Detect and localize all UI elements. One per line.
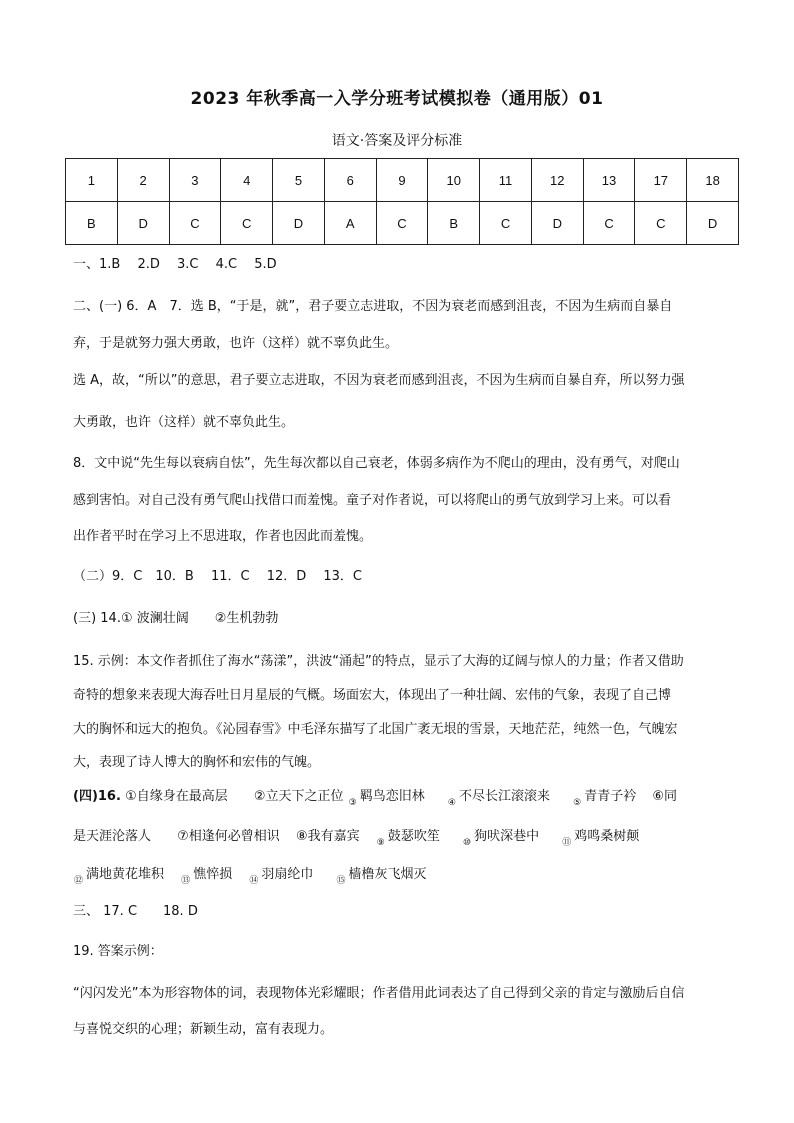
body-text-line: 奇特的想象来表现大海吞吐日月星辰的气概。场面宏大，体现出了一种壮阔、宏伟的气象，表现了自己博 <box>73 688 672 703</box>
poem-line: 樯橹灰飞烟灭 <box>348 867 427 882</box>
answer-table <box>65 158 739 245</box>
question-number: 6 <box>324 159 376 202</box>
question-number: 12 <box>531 159 583 202</box>
poem-line: 鼓瑟吹笙 <box>387 829 440 844</box>
body-text-line: 感到害怕。对自己没有勇气爬山找借口而羞愧。童子对作者说，可以将爬山的勇气放到学习上来。可以看 <box>73 493 672 508</box>
page-subtitle: 语文·答案及评分标准 <box>331 133 463 149</box>
answer-cell: C <box>376 202 428 245</box>
question-number: 5 <box>273 159 325 202</box>
q19-heading: 19. 答案示例： <box>73 944 163 959</box>
question-number: 4 <box>221 159 273 202</box>
body-text-line: 与喜悦交织的心理；新颖生动，富有表现力。 <box>73 1022 334 1037</box>
body-text-line: 选 A，故，“所以”的意思，君子要立志进取，不因为衰老而感到沮丧，不因为生病而自暴自弃，所以努力强 <box>73 373 685 388</box>
poem-line: 鸡鸣桑树颠 <box>574 829 640 844</box>
answer-cell: C <box>635 202 687 245</box>
answer-cell: C <box>480 202 532 245</box>
poem-number: ⑫ <box>74 876 84 886</box>
section-one-answers: 一、1.B 2.D 3.C 4.C 5.D <box>73 257 277 272</box>
poem-number: ⑬ <box>181 876 191 886</box>
question-number: 17 <box>635 159 687 202</box>
poem-line: 羁鸟恋旧林 <box>359 789 425 804</box>
poem-number: ⑭ <box>249 876 259 886</box>
answer-cell: C <box>221 202 273 245</box>
poem-line: 狗吠深巷中 <box>474 829 540 844</box>
body-text-line: 出作者平时在学习上不思进取，作者也因此而羞愧。 <box>73 529 373 544</box>
poem-line: ②立天下之正位 <box>253 789 344 804</box>
q16-line-1 <box>73 788 677 807</box>
question-number: 2 <box>117 159 169 202</box>
question-number: 3 <box>169 159 221 202</box>
poem-number: ④ <box>447 798 456 808</box>
poem-number: ⑪ <box>562 838 572 848</box>
body-text-line: 大的胸怀和远大的抱负。《沁园春雪》中毛泽东描写了北国广袤无垠的雪景，天地茫茫，纯然一色，气魄宏 <box>73 722 678 737</box>
q15-answer: 15. 示例：本文作者抓住了海水“荡漾”，洪波“涌起”的特点，显示了大海的辽阔与惊人的力量；作者又借助 <box>73 654 684 669</box>
question-number: 18 <box>687 159 739 202</box>
poem-number: ⑮ <box>336 876 346 886</box>
answer-cell: D <box>273 202 325 245</box>
answer-cell: B <box>66 202 118 245</box>
answer-cell: B <box>428 202 480 245</box>
poem-line: ⑥同 <box>652 789 678 804</box>
poem-line: 青青子衿 <box>584 789 637 804</box>
poem-line: 憔悴损 <box>193 867 233 882</box>
answer-cell: C <box>169 202 221 245</box>
poem-line: 不尽长江滚滚来 <box>458 789 550 804</box>
q19-answer: “闪闪发光”本为形容物体的词，表现物体光彩耀眼；作者借用此词表达了自己得到父亲的肯定与激励后自信 <box>73 986 685 1001</box>
q16-prefix: (四)16. <box>73 789 121 804</box>
poem-number: ⑤ <box>573 798 582 808</box>
poem-line: 羽扇纶巾 <box>261 867 314 882</box>
question-number: 9 <box>376 159 428 202</box>
q16-line-3 <box>73 866 427 885</box>
question-number: 11 <box>480 159 532 202</box>
poem-line: 满地黄花堆积 <box>86 867 165 882</box>
answer-cell: D <box>531 202 583 245</box>
page-title: 2023 年秋季高一入学分班考试模拟卷（通用版）01 <box>190 89 604 109</box>
answer-cell: D <box>687 202 739 245</box>
question-number: 10 <box>428 159 480 202</box>
poem-line: ①自缘身在最高层 <box>125 789 228 804</box>
answer-cell: A <box>324 202 376 245</box>
q16-line-2 <box>73 828 639 847</box>
question-number: 13 <box>583 159 635 202</box>
poem-number: ⑩ <box>462 838 472 848</box>
poem-line: 是天涯沦落人 <box>73 829 152 844</box>
answer-table-answer-row <box>66 202 739 245</box>
poem-number: ③ <box>348 798 357 808</box>
answer-table-number-row <box>66 159 739 202</box>
poem-line: ⑧我有嘉宾 <box>295 829 360 844</box>
q8-answer: 8．文中说“先生每以衰病自怯”，先生每次都以自己衰老，体弱多病作为不爬山的理由，没有勇气，对爬山 <box>73 456 680 471</box>
question-number: 1 <box>66 159 118 202</box>
q14-answer: (三) 14.① 波澜壮阔 ②生机勃勃 <box>73 611 279 626</box>
answer-cell: D <box>117 202 169 245</box>
section-three-answers: 三、 17. C 18. D <box>73 904 198 919</box>
poem-line: ⑦相逢何必曾相识 <box>177 829 280 844</box>
body-text-line: 弃，于是就努力强大勇敢，也许（这样）就不辜负此生。 <box>73 336 399 351</box>
answer-cell: C <box>583 202 635 245</box>
section-two-part2-answers: （二）9．C 10．B 11．C 12．D 13．C <box>73 569 362 584</box>
poem-number: ⑨ <box>376 838 385 848</box>
body-text-line: 大勇敢，也许（这样）就不辜负此生。 <box>73 415 295 430</box>
section-two-q6-q7: 二、(一) 6．A 7．选 B，“于是，就”，君子要立志进取，不因为衰老而感到沮丧，不因为生病而自暴自 <box>73 299 673 314</box>
body-text-line: 大，表现了诗人博大的胸怀和宏伟的气魄。 <box>73 755 321 770</box>
